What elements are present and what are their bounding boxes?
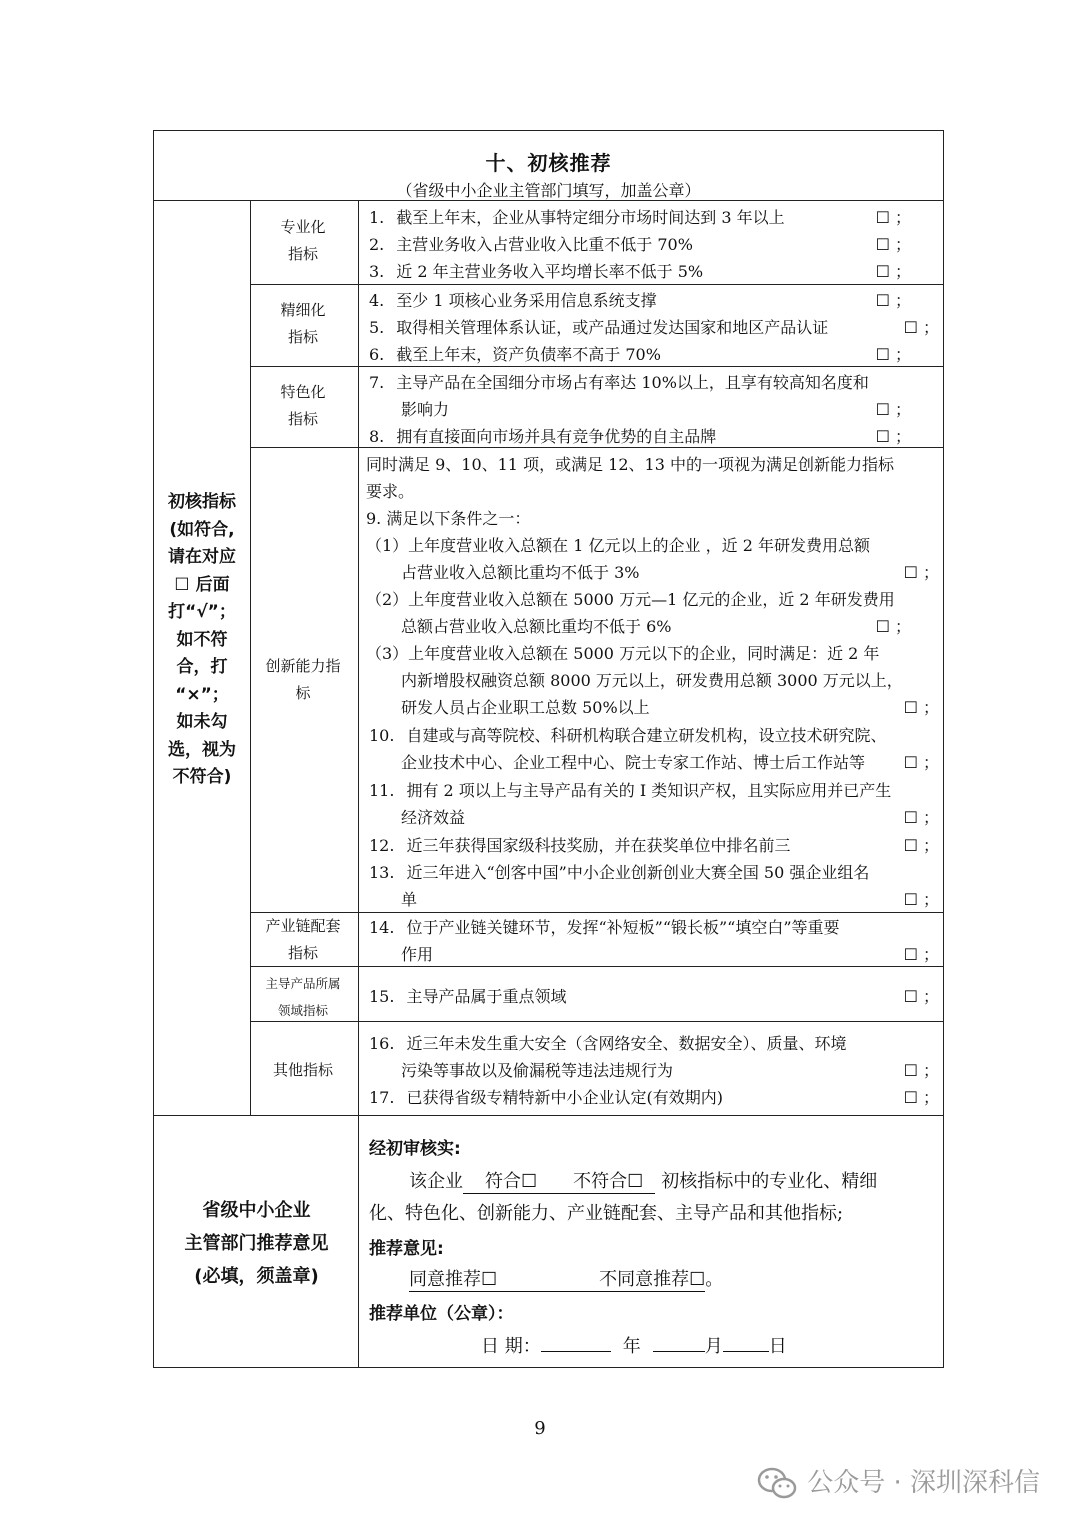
checkbox[interactable]: ☐ ； [903,753,939,772]
item-9-1-cont: 占营业收入总额比重均不低于 3% ☐ ； [369,559,939,586]
category-product-field: 主导产品所属 领域指标 [265,976,341,1018]
verify-sentence: 该企业 符合☐ 不符合☐ 初核指标中的专业化、精细 [409,1167,877,1194]
option-agree[interactable]: 同意推荐☐ [409,1265,599,1292]
item-10-cont: 企业技术中心、企业工程中心、院士专家工作站、博士后工作站等 ☐ ； [369,749,939,776]
item-14-cont: 作用 ☐ ； [369,941,939,968]
month-field[interactable] [653,1331,705,1352]
item-7-cont: 影响力 ☐ ； [369,396,939,423]
recommendation-form-table [153,130,944,1368]
item-3: 3. 近 2 年主营业务收入平均增长率不低于 5% ☐ ； [369,258,939,285]
checkbox[interactable]: ☐ ； [875,291,911,310]
category-other: 其他指标 [272,1061,333,1079]
section-subtitle: （省级中小企业主管部门填写，加盖公章） [396,181,701,200]
item-13-cont: 单 ☐ ； [369,886,939,913]
checkbox[interactable]: ☐ ； [875,262,911,281]
checkbox[interactable]: ☐ ； [875,400,911,419]
item-12: 12. 近三年获得国家级科技奖励，并在获奖单位中排名前三 ☐ ； [369,832,939,859]
item-11: 11. 拥有 2 项以上与主导产品有关的 I 类知识产权，且实际应用并已产生 [369,781,892,800]
innovation-intro: 同时满足 9、10、11 项，或满足 12、13 中的一项视为满足创新能力指标 [366,455,894,474]
option-meet[interactable]: 符合☐ [463,1167,547,1194]
item-9-3: （3）上年度营业收入总额在 5000 万元以下的企业，同时满足：近 2 年 [366,644,880,663]
day-field[interactable] [723,1331,769,1352]
item-10: 10. 自建或与高等院校、科研机构联合建立研发机构，设立技术研究院、 [369,726,887,745]
item-1: 1. 截至上年末，企业从事特定细分市场时间达到 3 年以上 ☐ ； [369,204,939,231]
option-disagree[interactable]: 不同意推荐☐ [599,1265,705,1292]
divider [358,200,359,1368]
checkbox[interactable]: ☐ ； [903,945,939,964]
category-refinement: 精细化 指标 [280,301,326,346]
item-9-3-cont: 内新增股权融资总额 8000 万元以上，研发费用总额 3000 万元以上， [401,671,903,690]
unit-heading: 推荐单位（公章）： [369,1304,514,1324]
checkbox[interactable]: ☐ ； [875,617,911,636]
checkbox[interactable]: ☐ ； [875,208,911,227]
verify-heading: 经初审核实: [369,1139,461,1159]
category-characteristic: 特色化 指标 [280,383,326,428]
checkbox[interactable]: ☐ ； [903,808,939,827]
opinion-options: 同意推荐☐ 不同意推荐☐。 [409,1265,723,1292]
page-number: 9 [534,1418,546,1439]
item-2: 2. 主营业务收入占营业收入比重不低于 70% ☐ ； [369,231,939,258]
item-4: 4. 至少 1 项核心业务采用信息系统支撑 ☐ ； [369,287,939,314]
innovation-intro-cont: 要求。 [366,482,415,501]
item-9-2-cont: 总额占营业收入总额比重均不低于 6% ☐ ； [369,613,939,640]
checkbox[interactable]: ☐ ； [875,427,911,446]
item-5: 5. 取得相关管理体系认证，或产品通过发达国家和地区产品认证 ☐ ； [369,314,939,341]
divider [154,1115,943,1116]
divider [154,200,943,201]
item-17: 17. 已获得省级专精特新中小企业认定(有效期内) ☐ ； [369,1084,939,1111]
item-9-3-cont2: 研发人员占企业职工总数 50%以上 ☐ ； [369,694,939,721]
item-16-cont: 污染等事故以及偷漏税等违法违规行为 ☐ ； [369,1057,939,1084]
checkbox[interactable]: ☐ ； [903,836,939,855]
category-innovation: 创新能力指 标 [265,657,341,702]
checkbox[interactable]: ☐ ； [903,698,939,717]
checkbox[interactable]: ☐ ； [903,318,939,337]
checkbox[interactable]: ☐ ； [903,890,939,909]
item-9-1: （1）上年度营业收入总额在 1 亿元以上的企业 ，近 2 年研发费用总额 [366,536,870,555]
year-field[interactable] [541,1331,611,1352]
recommendation-label: 省级中小企业 主管部门推荐意见 (必填，须盖章) [184,1200,329,1287]
checkbox[interactable]: ☐ ； [903,1061,939,1080]
checkbox[interactable]: ☐ ； [875,345,911,364]
category-specialization: 专业化 指标 [280,218,326,263]
checkbox[interactable]: ☐ ； [903,563,939,582]
checkbox[interactable]: ☐ ； [903,987,939,1006]
watermark: 公众号 · 深圳深科信 [757,1462,1040,1501]
section-title: 十、初核推荐 [485,151,612,175]
item-6: 6. 截至上年末，资产负债率不高于 70% ☐ ； [369,341,939,368]
item-16: 16. 近三年未发生重大安全（含网络安全、数据安全）、质量、环境 [369,1034,847,1053]
opinion-heading: 推荐意见: [369,1239,444,1259]
item-9-2: （2）上年度营业收入总额在 5000 万元—1 亿元的企业，近 2 年研发费用 [366,590,895,609]
option-not-meet[interactable]: 不符合☐ [547,1167,655,1194]
verify-sentence-cont: 化、特色化、创新能力、产业链配套、主导产品和其他指标; [369,1203,844,1224]
checkbox[interactable]: ☐ ； [875,235,911,254]
item-11-cont: 经济效益 ☐ ； [369,804,939,831]
item-7: 7. 主导产品在全国细分市场占有率达 10%以上，且享有较高知名度和 [369,373,869,392]
item-13: 13. 近三年进入“创客中国”中小企业创新创业大赛全国 50 强企业组名 [369,863,870,882]
checkbox[interactable]: ☐ ； [903,1088,939,1107]
item-15: 15. 主导产品属于重点领域 ☐ ； [369,983,939,1010]
wechat-icon [757,1467,797,1501]
date-line: 日 期： 年 月 日 [481,1331,787,1358]
item-14: 14. 位于产业链关键环节，发挥“补短板”“锻长板”“填空白”等重要 [369,918,840,937]
category-industry-chain: 产业链配套 指标 [265,917,341,962]
item-9: 9. 满足以下条件之一： [366,509,531,528]
initial-indicators-label: 初核指标 (如符合, 请在对应 ☐ 后面 打“√”； 如不符 合，打 “×”； 如未勾 选，视为 不符合) [168,492,236,787]
item-8: 8. 拥有直接面向市场并具有竞争优势的自主品牌 ☐ ； [369,423,939,450]
